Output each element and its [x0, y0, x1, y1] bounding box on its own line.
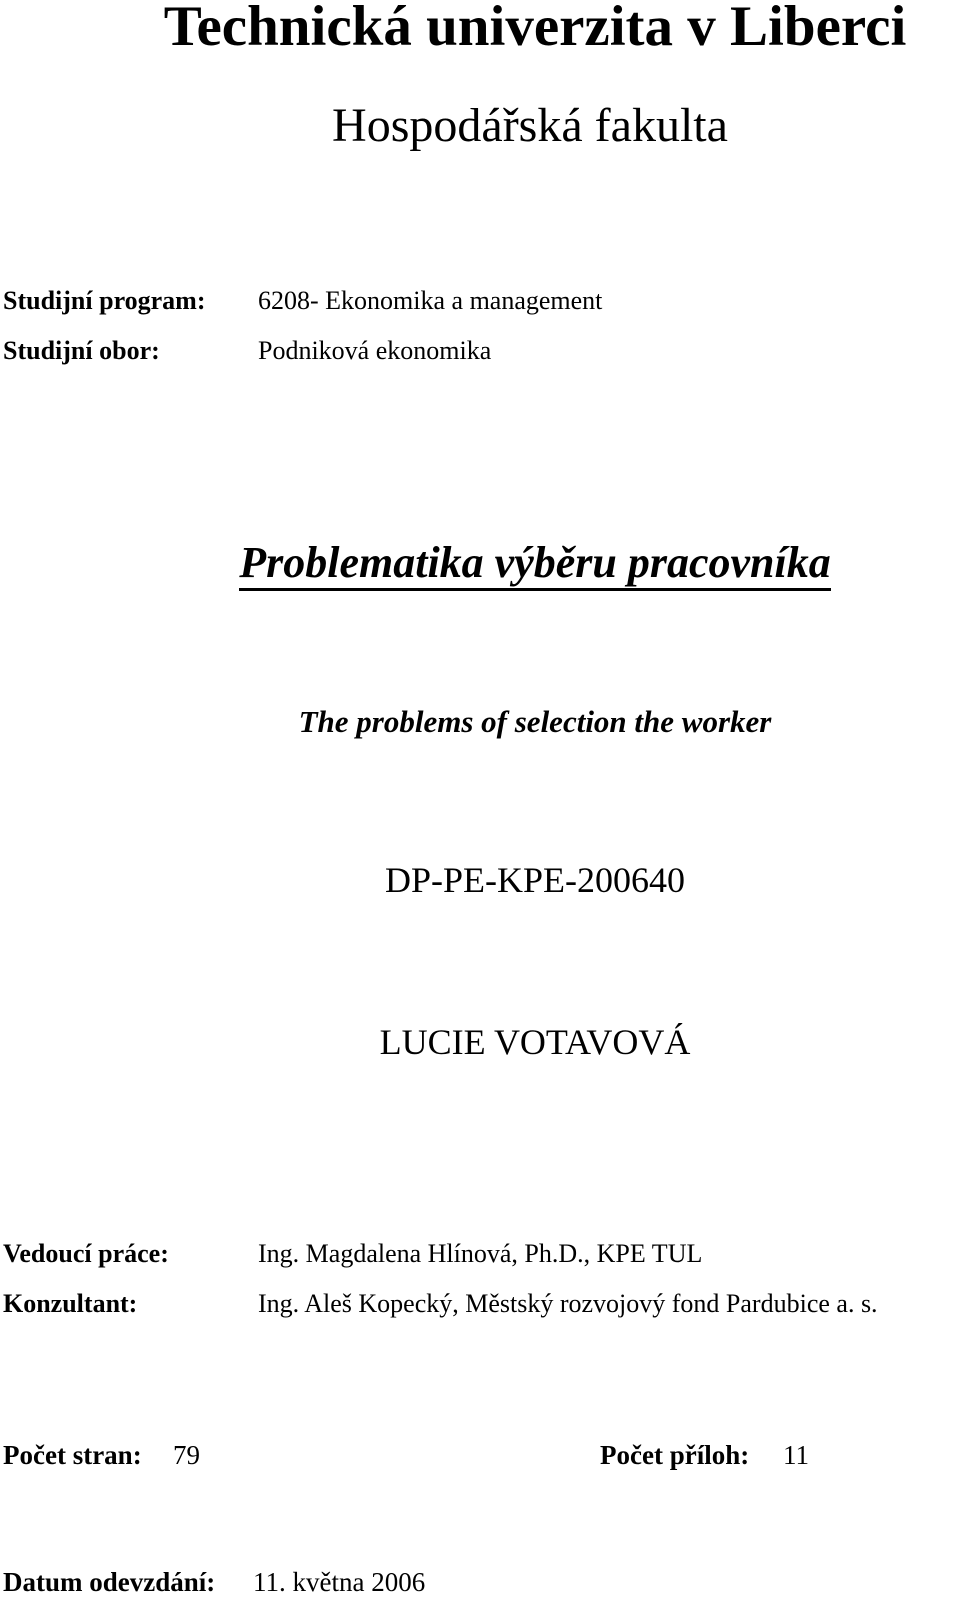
pages-count-value: 79 [173, 1440, 200, 1470]
thesis-title-english: The problems of selection the worker [298, 704, 772, 739]
study-field-label: Studijní obor: [3, 336, 160, 365]
thesis-title-czech [150, 535, 920, 591]
study-program-label: Studijní program: [3, 286, 206, 315]
submission-date-label: Datum odevzdání: [3, 1567, 216, 1597]
appendices-count-label: Počet příloh: [600, 1440, 750, 1470]
author-name: LUCIE VOTAVOVÁ [379, 1022, 691, 1062]
consultant-label: Konzultant: [3, 1289, 138, 1318]
pages-count-label: Počet stran: [3, 1440, 142, 1470]
university-name: Technická univerzita v Liberci [163, 0, 907, 58]
supervisor-value: Ing. Magdalena Hlínová, Ph.D., KPE TUL [258, 1239, 703, 1268]
thesis-title-czech-text: Problematika výběru pracovníka [239, 538, 831, 591]
study-program-value: 6208- Ekonomika a management [258, 286, 603, 315]
appendices-count-value: 11 [783, 1440, 809, 1470]
faculty-name: Hospodářská fakulta [332, 99, 728, 152]
study-field-value: Podniková ekonomika [258, 336, 492, 365]
supervisor-label: Vedoucí práce: [3, 1239, 169, 1268]
thesis-code: DP-PE-KPE-200640 [384, 860, 685, 900]
submission-date-value: 11. května 2006 [253, 1567, 426, 1597]
consultant-value: Ing. Aleš Kopecký, Městský rozvojový fond Pardubice a. s. [258, 1289, 878, 1318]
